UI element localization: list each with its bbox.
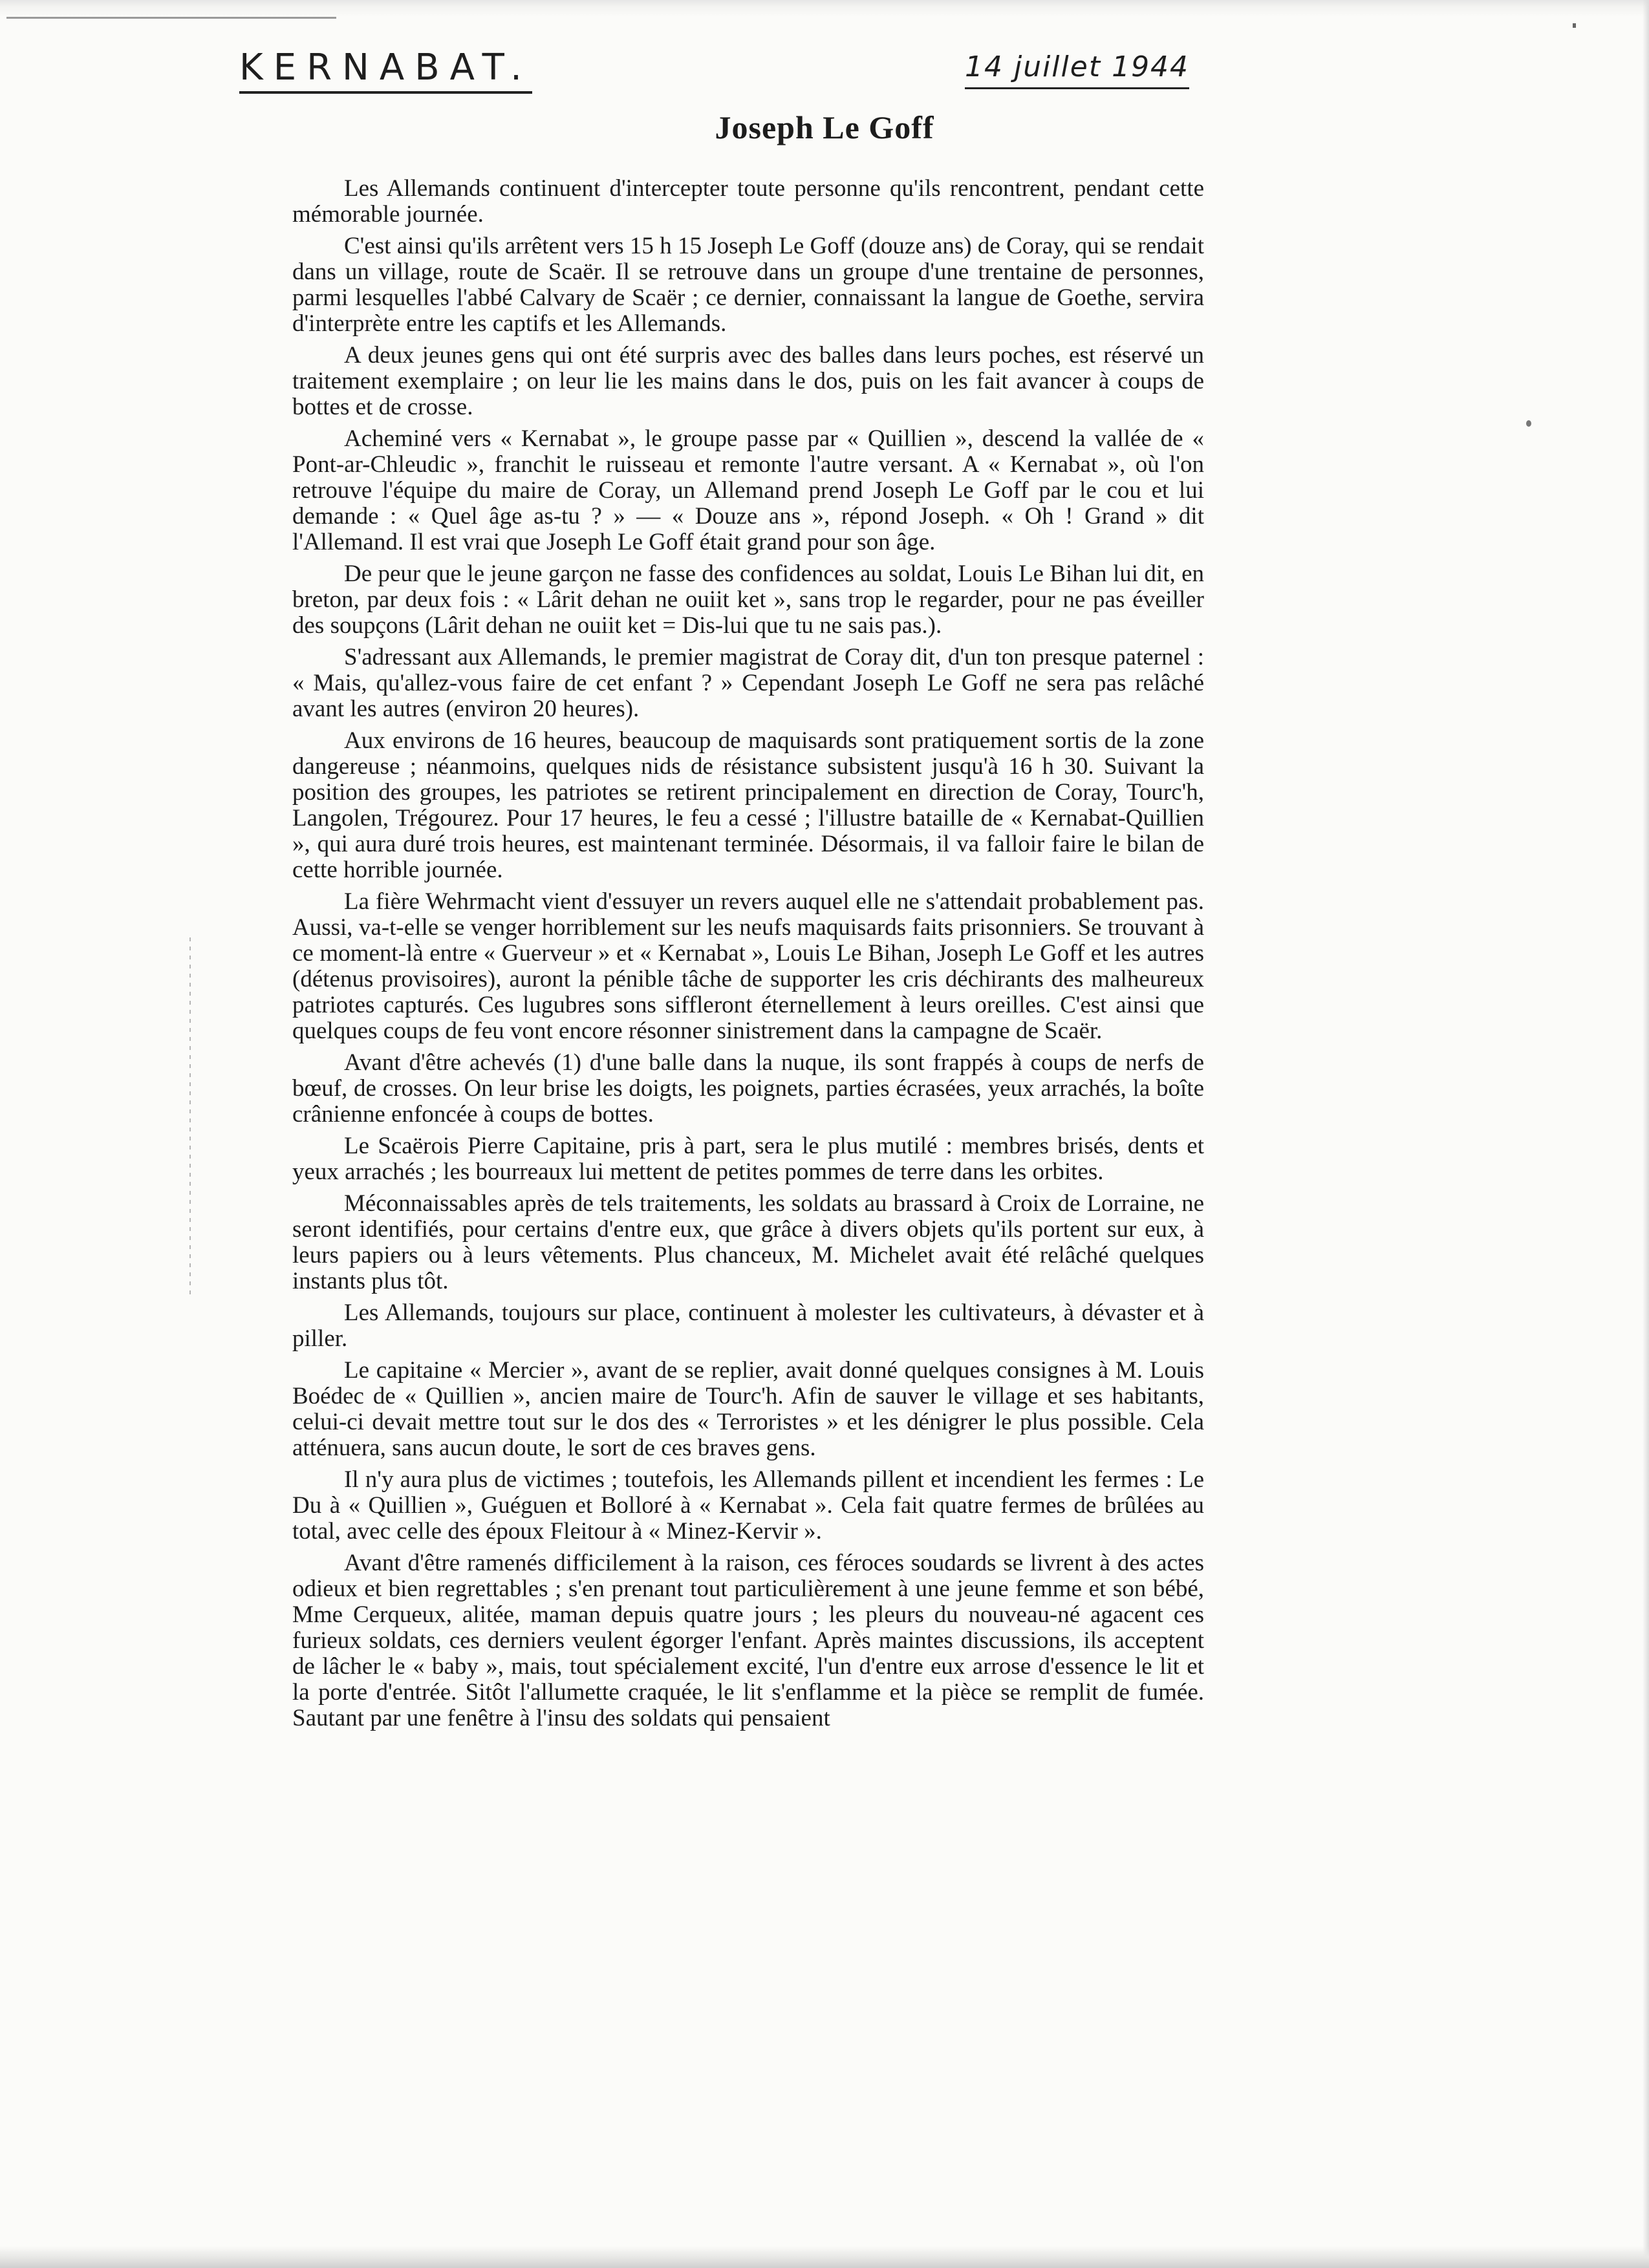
paragraph: De peur que le jeune garçon ne fasse des confidences au soldat, Louis Le Bihan lui dit, en breton, par deux fois : « Lârit dehan ne ouiit ket », sans trop le regarder, pour ne pas éveiller des soupçons (Lârit dehan ne ouiit ket = Dis-lui que tu ne sais pas.).	[292, 561, 1204, 639]
article-title: Joseph Le Goff	[715, 109, 934, 145]
paragraph: Aux environs de 16 heures, beaucoup de maquisards sont pratiquement sortis de la zone dangereuse ; néanmoins, quelques nids de résistance subsistent jusqu'à 16 h 30. Suivant la position des groupes, les patriotes se retirent principalement en direction de Coray, Tourc'h, Langolen, Trégourez. Pour 17 heures, le feu a cessé ; l'illustre bataille de « Kernabat-Quillien », qui aura duré trois heures, est maintenant terminée. Désormais, il va falloir faire le bilan de cette horrible journée.	[292, 727, 1204, 883]
paragraph: Les Allemands continuent d'intercepter toute personne qu'ils rencontrent, pendant cette mémorable journée.	[292, 175, 1204, 228]
paper-speck	[1526, 420, 1531, 427]
handwritten-date-note: 14 juillet 1944	[965, 50, 1189, 89]
paragraph: Acheminé vers « Kernabat », le groupe passe par « Quillien », descend la vallée de « Pont-ar-Chleudic », franchit le ruisseau et remonte l'autre versant. A « Kernabat », où l'on retrouve l'équipe du maire de Coray, un Allemand prend Joseph Le Goff par le cou et lui demande : « Quel âge as-tu ? » — « Douze ans », répond Joseph. « Oh ! Grand » dit l'Allemand. Il est vrai que Joseph Le Goff était grand pour son âge.	[292, 425, 1204, 555]
paragraph: C'est ainsi qu'ils arrêtent vers 15 h 15 Joseph Le Goff (douze ans) de Coray, qui se rendait dans un village, route de Scaër. Il se retrouve dans un groupe d'une trentaine de personnes, parmi lesquelles l'abbé Calvary de Scaër ; ce dernier, connaissant la langue de Goethe, servira d'interprète entre les captifs et les Allemands.	[292, 233, 1204, 337]
paragraph: Le Scaërois Pierre Capitaine, pris à part, sera le plus mutilé : membres brisés, dents et yeux arrachés ; les bourreaux lui mettent de petites pommes de terre dans les orbites.	[292, 1133, 1204, 1185]
paragraph: Avant d'être achevés (1) d'une balle dans la nuque, ils sont frappés à coups de nerfs de bœuf, de crosses. On leur brise les doigts, les poignets, parties écrasées, yeux arrachés, la boîte crânienne enfoncée à coups de bottes.	[292, 1049, 1204, 1128]
paragraph: Le capitaine « Mercier », avant de se replier, avait donné quelques consignes à M. Louis Boédec de « Quillien », ancien maire de Tourc'h. Afin de sauver le village et ses habitants, celui-ci devait mettre tout sur le dos des « Terroristes » et les dénigrer le plus possible. Cela atténuera, sans aucun doute, le sort de ces braves gens.	[292, 1357, 1204, 1461]
scan-bottom-edge	[0, 2246, 1649, 2268]
paragraph: La fière Wehrmacht vient d'essuyer un revers auquel elle ne s'attendait probablement pas. Aussi, va-t-elle se venger horriblement sur les neufs maquisards faits prisonniers. Se trouvant à ce moment-là entre « Guerveur » et « Kernabat », Louis Le Bihan, Joseph Le Goff et les autres (détenus provisoires), auront la pénible tâche de supporter les cris déchirants des malheureux patriotes capturés. Ces lugubres sons siffleront éternellement à leurs oreilles. C'est ainsi que quelques coups de feu vont encore résonner sinistrement dans la campagne de Scaër.	[292, 888, 1204, 1044]
paragraph: Il n'y aura plus de victimes ; toutefois, les Allemands pillent et incendient les fermes : Le Du à « Quillien », Guéguen et Bolloré à « Kernabat ». Cela fait quatre fermes de brûlées au total, avec celle des époux Fleitour à « Minez-Kervir ».	[292, 1466, 1204, 1545]
paragraph: S'adressant aux Allemands, le premier magistrat de Coray dit, d'un ton presque paternel : « Mais, qu'allez-vous faire de cet enfant ? » Cependant Joseph Le Goff ne sera pas relâché avant les autres (environ 20 heures).	[292, 644, 1204, 722]
left-margin-rule	[189, 937, 191, 1300]
scan-top-edge	[0, 0, 1649, 17]
paragraph: Les Allemands, toujours sur place, continuent à molester les cultivateurs, à dévaster et à piller.	[292, 1300, 1204, 1352]
corner-mark	[1573, 23, 1576, 28]
scan-right-edge	[1643, 0, 1649, 2268]
paragraph: A deux jeunes gens qui ont été surpris avec des balles dans leurs poches, est réservé un traitement exemplaire ; on leur lie les mains dans le dos, puis on les fait avancer à coups de bottes et de crosse.	[292, 342, 1204, 420]
paragraph: Avant d'être ramenés difficilement à la raison, ces féroces soudards se livrent à des actes odieux et bien regrettables ; s'en prenant tout particulièrement à une jeune femme et son bébé, Mme Cerqueux, alitée, maman depuis quatre jours ; les pleurs du nouveau-né agacent ces furieux soldats, ces derniers veulent égorger l'enfant. Après maintes discussions, ils acceptent de lâcher le « baby », mais, tout spécialement excité, l'un d'entre eux arrose d'essence le lit et la porte d'entrée. Sitôt l'allumette craquée, le lit s'enflamme et la pièce se remplit de fumée. Sautant par une fenêtre à l'insu des soldats qui pensaient	[292, 1550, 1204, 1731]
handwritten-place-note: KERNABAT.	[239, 47, 532, 94]
scan-top-line	[6, 17, 336, 19]
paragraph: Méconnaissables après de tels traitements, les soldats au brassard à Croix de Lorraine, ne seront identifiés, pour certains d'entre eux, que grâce à divers objets qu'ils portent sur eux, à leurs papiers ou à leurs vêtements. Plus chanceux, M. Michelet avait été relâché quelques instants plus tôt.	[292, 1190, 1204, 1294]
article-body	[292, 176, 1204, 1737]
